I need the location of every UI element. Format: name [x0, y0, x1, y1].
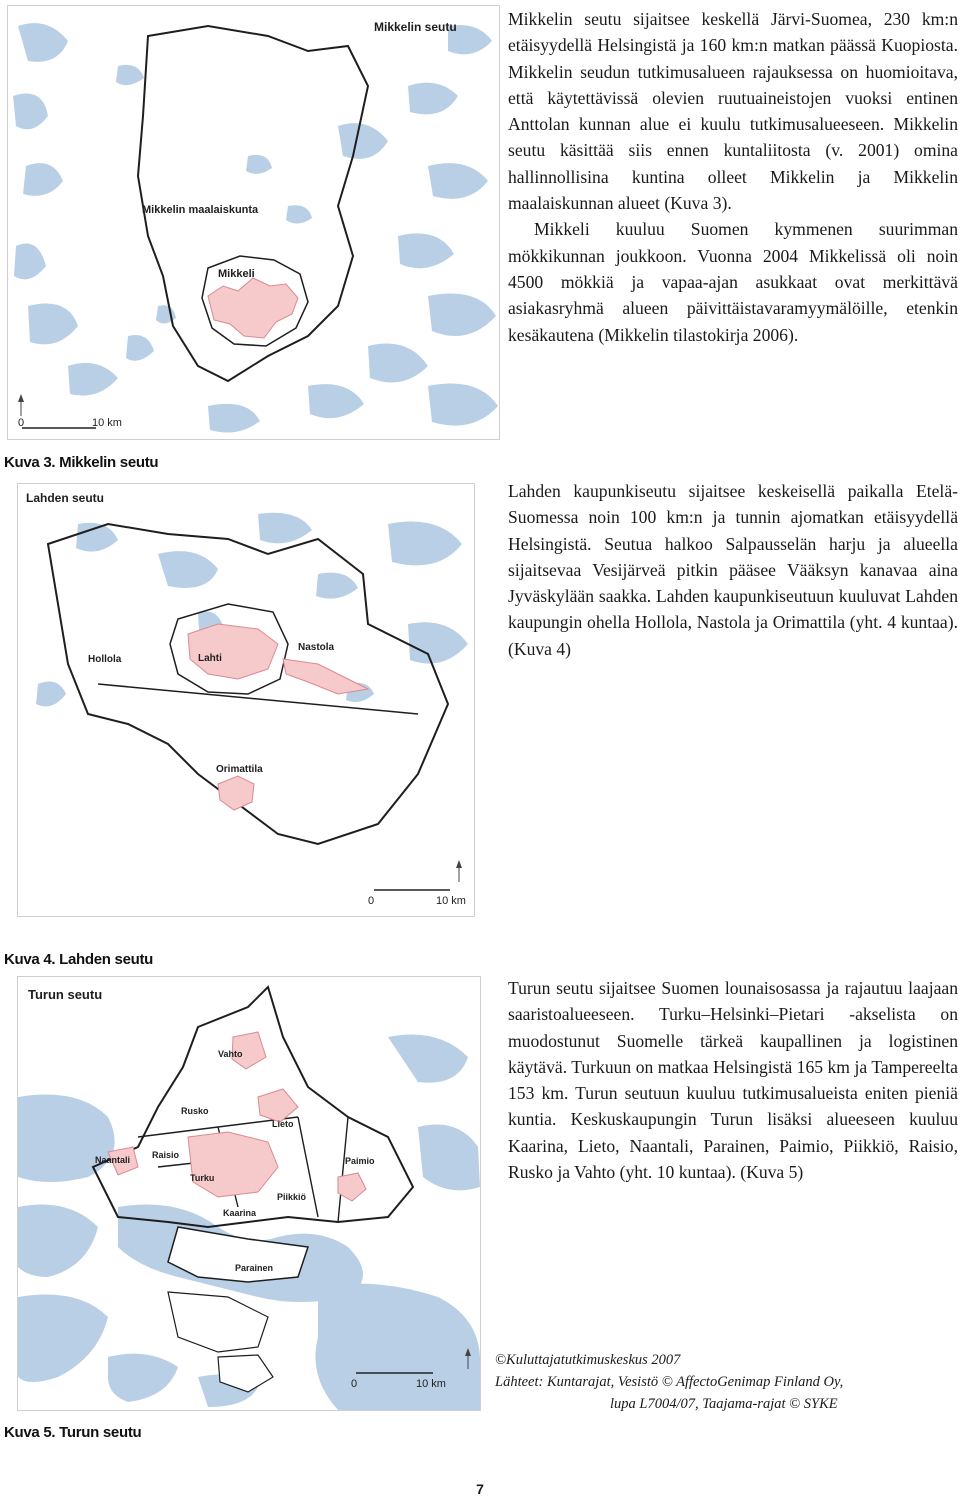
map-mikkeli-graphic — [8, 6, 499, 439]
north-arrow-head-icon — [456, 860, 462, 868]
credits — [495, 1349, 955, 1415]
paragraph-mikkeli-1: Mikkelin seutu sijaitsee keskellä Järvi-Suomea, 230 km:n etäisyydellä Helsingistä ja 160 km:n matkan päässä Kuopiosta. Mikkelin seudun tutkimusalueen rajauksessa on huomioitava, että käytettävissä olevien ruutuaineistojen vuoksi entinen Anttolan kunnan alue ei kuulu tutkimusalueeseen. Mikkelin seutu käsittää siis ennen kuntaliitosta (v. 2001) omina hallinnollisina kuntina olleet Mikkelin ja Mikkelin maalaiskunnan alueet (Kuva 3). — [508, 9, 958, 214]
map-turku — [17, 976, 481, 1411]
scale-km: 10 km — [436, 895, 466, 907]
scale-km: 10 km — [92, 417, 122, 429]
map-title-turku: Turun seutu — [28, 987, 103, 1002]
paragraph-mikkeli-2: Mikkeli kuuluu Suomen kymmenen suurimman mökkikunnan joukkoon. Vuonna 2004 Mikkelissä oli noin 4500 mökkiä ja vapaa-ajan asukkaat ovat merkittävä asiakasryhmä alueen päivittäistavaramyymälöille, etenkin kesäkautena (Mikkelin tilastokirja 2006). — [508, 219, 958, 345]
paimio-urban — [338, 1173, 366, 1201]
label-orimattila: Orimattila — [216, 764, 263, 775]
label-vahto: Vahto — [218, 1049, 243, 1059]
text-mikkeli — [508, 6, 958, 348]
credit-line-2: Lähteet: Kuntarajat, Vesistö © AffectoGenimap Finland Oy, — [495, 1374, 844, 1390]
label-parainen: Parainen — [235, 1263, 274, 1273]
credit-line-3: lupa L7004/07, Taajama-rajat © SYKE — [610, 1396, 838, 1412]
lakes — [13, 23, 498, 432]
map-title-mikkeli: Mikkelin seutu — [374, 20, 457, 34]
label-nastola: Nastola — [298, 642, 335, 653]
map-lahti — [17, 483, 475, 917]
island-1 — [168, 1292, 268, 1352]
lakes — [36, 513, 468, 707]
map-lahti-graphic — [18, 484, 474, 916]
scale-zero: 0 — [351, 1378, 358, 1390]
nastola-urban — [283, 659, 368, 694]
caption-kuva3: Kuva 3. Mikkelin seutu — [4, 454, 159, 471]
map-title-lahti: Lahden seutu — [26, 491, 105, 505]
scale-km: 10 km — [416, 1378, 446, 1390]
label-turku: Turku — [190, 1173, 215, 1183]
label-mikkeli: Mikkeli — [218, 268, 255, 280]
label-lahti: Lahti — [198, 653, 222, 664]
scale-zero: 0 — [368, 895, 375, 907]
paragraph-lahti-1: Lahden kaupunkiseutu sijaitsee keskeisellä paikalla Etelä-Suomessa noin 100 km:n ja tunnin ajomatkan etäisyydellä Helsingistä. Seutua halkoo Salpausselän harju ja alueella sijaitsevaa Vesijärveä pitkin pääsee Vääksyn kanavaa aina Jyväskylään saakka. Lahden kaupunkiseutuun kuuluvat Lahden kaupungin ohella Hollola, Nastola ja Orimattila (yht. 4 kuntaa). (Kuva 4) — [508, 481, 958, 659]
text-lahti — [508, 478, 958, 662]
scale-zero: 0 — [18, 417, 25, 429]
label-paimio: Paimio — [345, 1156, 375, 1166]
label-naantali: Naantali — [95, 1155, 131, 1165]
lahti-urban — [188, 624, 278, 679]
label-hollola: Hollola — [88, 654, 122, 665]
north-arrow-head-icon — [18, 394, 24, 402]
page-number: 7 — [476, 1481, 484, 1497]
label-raisio: Raisio — [152, 1150, 180, 1160]
paragraph-turku-1: Turun seutu sijaitsee Suomen lounaisosassa ja rajautuu laajaan saaristoalueeseen. Turku–Helsinki–Pietari -akselista on muodostunut Suomelle tärkeä kaupallinen ja logistinen käytävä. Turkuun on matkaa Helsingistä 165 km ja Tampereelta 153 km. Turun seutuun kuuluu tutkimusalueista eniten pieniä kuntia. Keskuskaupungin Turun lisäksi alueeseen kuuluu Kaarina, Lieto, Naantali, Parainen, Paimio, Piikkiö, Raisio, Rusko ja Vahto (yht. 10 kuntaa). (Kuva 5) — [508, 978, 958, 1183]
map-turku-graphic — [18, 977, 480, 1410]
mikkeli-city-urban — [208, 278, 298, 338]
caption-kuva4: Kuva 4. Lahden seutu — [4, 951, 154, 968]
label-piikkio: Piikkiö — [277, 1192, 307, 1202]
label-rusko: Rusko — [181, 1106, 209, 1116]
label-kaarina: Kaarina — [223, 1208, 257, 1218]
credit-line-1: ©Kuluttajatutkimuskeskus 2007 — [495, 1352, 681, 1368]
label-lieto: Lieto — [272, 1119, 294, 1129]
text-turku — [508, 975, 958, 1185]
caption-kuva5: Kuva 5. Turun seutu — [4, 1424, 142, 1441]
map-mikkeli — [7, 5, 500, 440]
label-mikkelin-maalaiskunta: Mikkelin maalaiskunta — [142, 204, 259, 216]
turku-urban — [188, 1132, 278, 1197]
orimattila-urban — [218, 776, 254, 810]
